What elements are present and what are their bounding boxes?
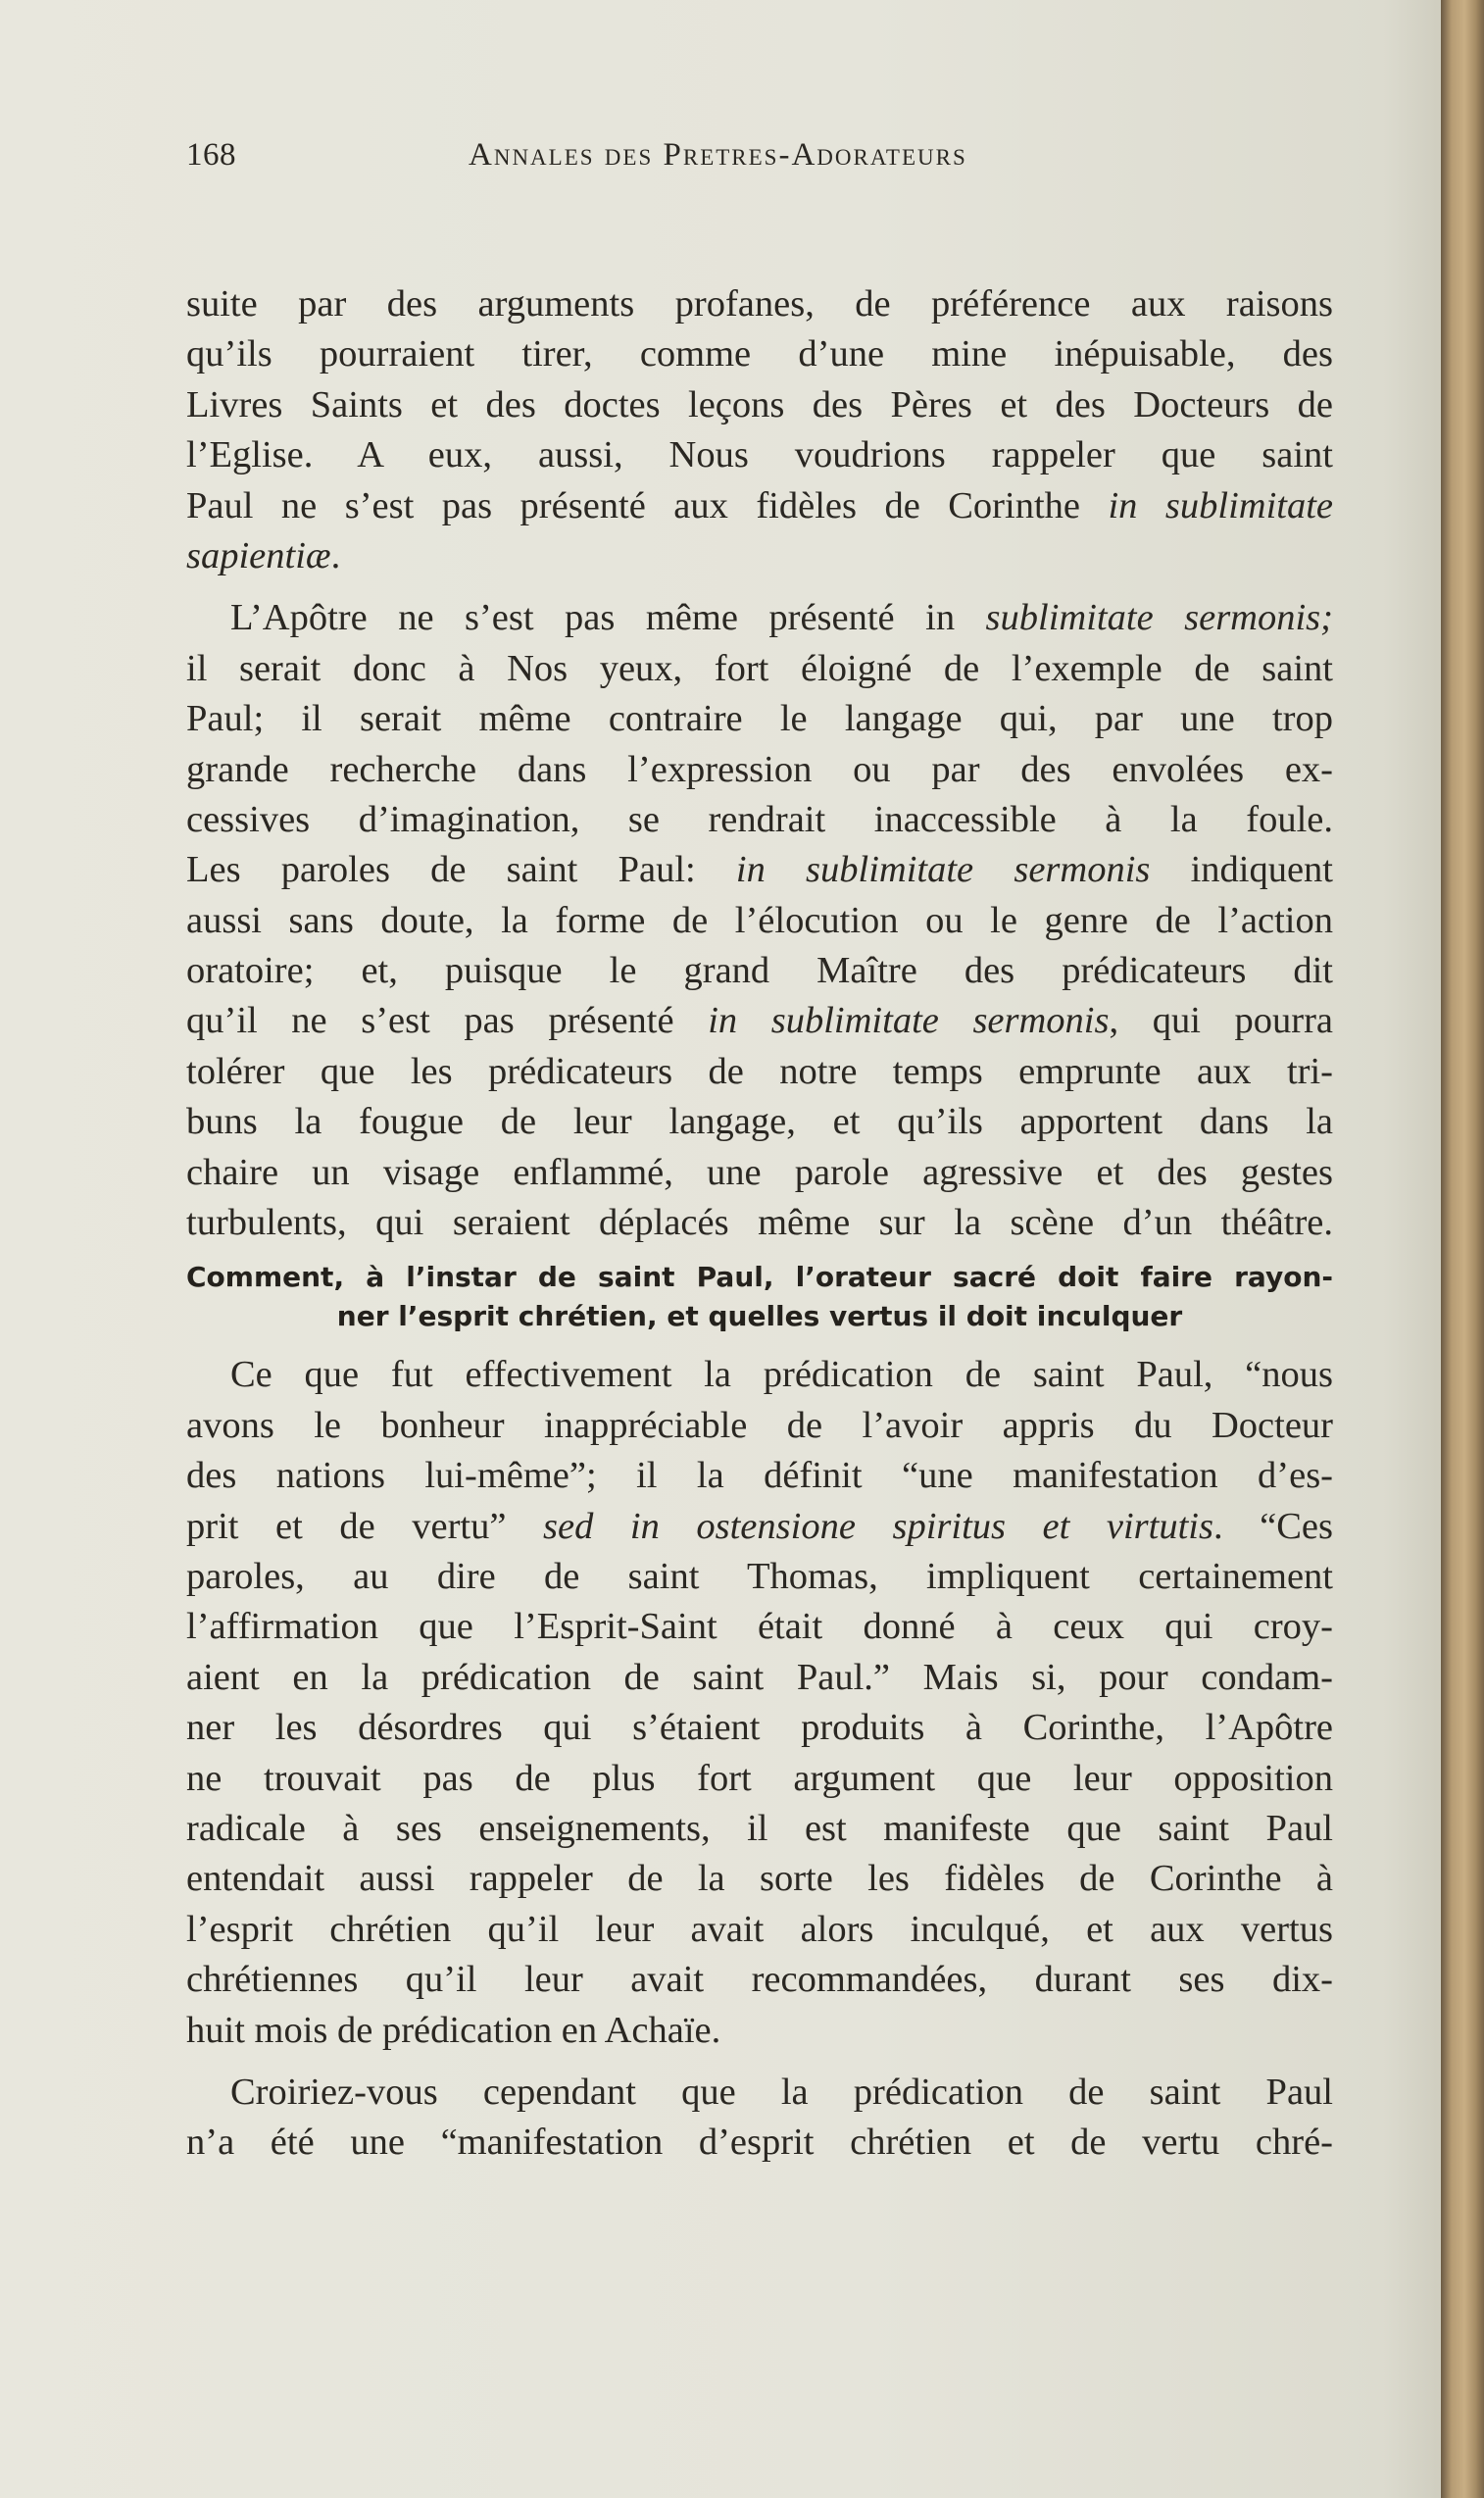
text-line: qu’ils pourraient tirer, comme d’une mine inépuisable, des xyxy=(186,333,1333,375)
text-line: l’affirmation que l’Esprit-Saint était donné à ceux qui croy- xyxy=(186,1606,1333,1648)
text-line: n’a été une “manifestation d’esprit chrétien et de vertu chré- xyxy=(186,2122,1333,2164)
text-line: turbulents, qui seraient déplacés même sur la scène d’un théâtre. xyxy=(186,1202,1333,1244)
text-line: aussi sans doute, la forme de l’élocution ou le genre de l’action xyxy=(186,899,1333,941)
text-line: chaire un visage enflammé, une parole agressive et des gestes xyxy=(186,1151,1333,1193)
text-line: avons le bonheur inappréciable de l’avoir appris du Docteur xyxy=(186,1404,1333,1446)
text-line: sapientiæ. xyxy=(186,534,341,576)
text-line: Livres Saints et des doctes leçons des Pères et des Docteurs de xyxy=(186,383,1333,425)
text-line: qu’il ne s’est pas présenté in sublimitate sermonis, qui pourra xyxy=(186,1000,1333,1042)
text-line: chrétiennes qu’il leur avait recommandées, durant ses dix- xyxy=(186,1959,1333,2001)
page-edge-binding xyxy=(1441,0,1484,2498)
text-line: buns la fougue de leur langage, et qu’ils apportent dans la xyxy=(186,1101,1333,1143)
section-heading xyxy=(186,1258,1333,1336)
text-line: Paul ne s’est pas présenté aux fidèles de Corinthe in sublimitate xyxy=(186,484,1333,526)
section-heading-line: ner l’esprit chrétien, et quelles vertus il doit inculquer xyxy=(336,1300,1183,1333)
text-line: Les paroles de saint Paul: in sublimitate sermonis indiquent xyxy=(186,849,1333,891)
body-text xyxy=(186,279,1333,2169)
text-line: ne trouvait pas de plus fort argument que leur opposition xyxy=(186,1757,1333,1799)
text-line: grande recherche dans l’expression ou par des envolées ex- xyxy=(186,748,1333,790)
text-line: paroles, au dire de saint Thomas, impliquent certainement xyxy=(186,1555,1333,1597)
running-title: Annales des Pretres-Adorateurs xyxy=(469,137,967,173)
paragraph xyxy=(186,593,1333,1248)
text-line: Paul; il serait même contraire le langage qui, par une trop xyxy=(186,698,1333,740)
text-line: entendait aussi rappeler de la sorte les fidèles de Corinthe à xyxy=(186,1858,1333,1900)
page-number: 168 xyxy=(186,137,236,173)
text-line: il serait donc à Nos yeux, fort éloigné de l’exemple de saint xyxy=(186,647,1333,689)
text-line: tolérer que les prédicateurs de notre temps emprunte aux tri- xyxy=(186,1050,1333,1092)
text-line: huit mois de prédication en Achaïe. xyxy=(186,2009,721,2051)
text-line: oratoire; et, puisque le grand Maître des prédicateurs dit xyxy=(186,950,1333,992)
paragraph xyxy=(186,2068,1333,2169)
text-line: aient en la prédication de saint Paul.” Mais si, pour condam- xyxy=(186,1656,1333,1698)
text-line: l’esprit chrétien qu’il leur avait alors inculqué, et aux vertus xyxy=(186,1908,1333,1950)
text-line: suite par des arguments profanes, de préférence aux raisons xyxy=(186,283,1333,325)
text-line: Croiriez-vous cependant que la prédication de saint Paul xyxy=(230,2071,1333,2113)
text-line: prit et de vertu” sed in ostensione spiritus et virtutis. “Ces xyxy=(186,1505,1334,1547)
paragraph xyxy=(186,1350,1333,2055)
paragraph xyxy=(186,279,1333,581)
text-line: des nations lui-même”; il la définit “une manifestation d’es- xyxy=(186,1455,1333,1497)
running-head xyxy=(186,137,1333,186)
text-line: ner les désordres qui s’étaient produits à Corinthe, l’Apôtre xyxy=(186,1707,1333,1749)
text-line: l’Eglise. A eux, aussi, Nous voudrions rappeler que saint xyxy=(186,434,1333,476)
section-heading-line: Comment, à l’instar de saint Paul, l’orateur sacré doit faire rayon- xyxy=(186,1261,1333,1294)
text-line: Ce que fut effectivement la prédication de saint Paul, “nous xyxy=(230,1354,1333,1396)
text-line: L’Apôtre ne s’est pas même présenté in sublimitate sermonis; xyxy=(230,597,1333,639)
text-line: cessives d’imagination, se rendrait inaccessible à la foule. xyxy=(186,798,1333,840)
text-line: radicale à ses enseignements, il est manifeste que saint Paul xyxy=(186,1807,1333,1849)
